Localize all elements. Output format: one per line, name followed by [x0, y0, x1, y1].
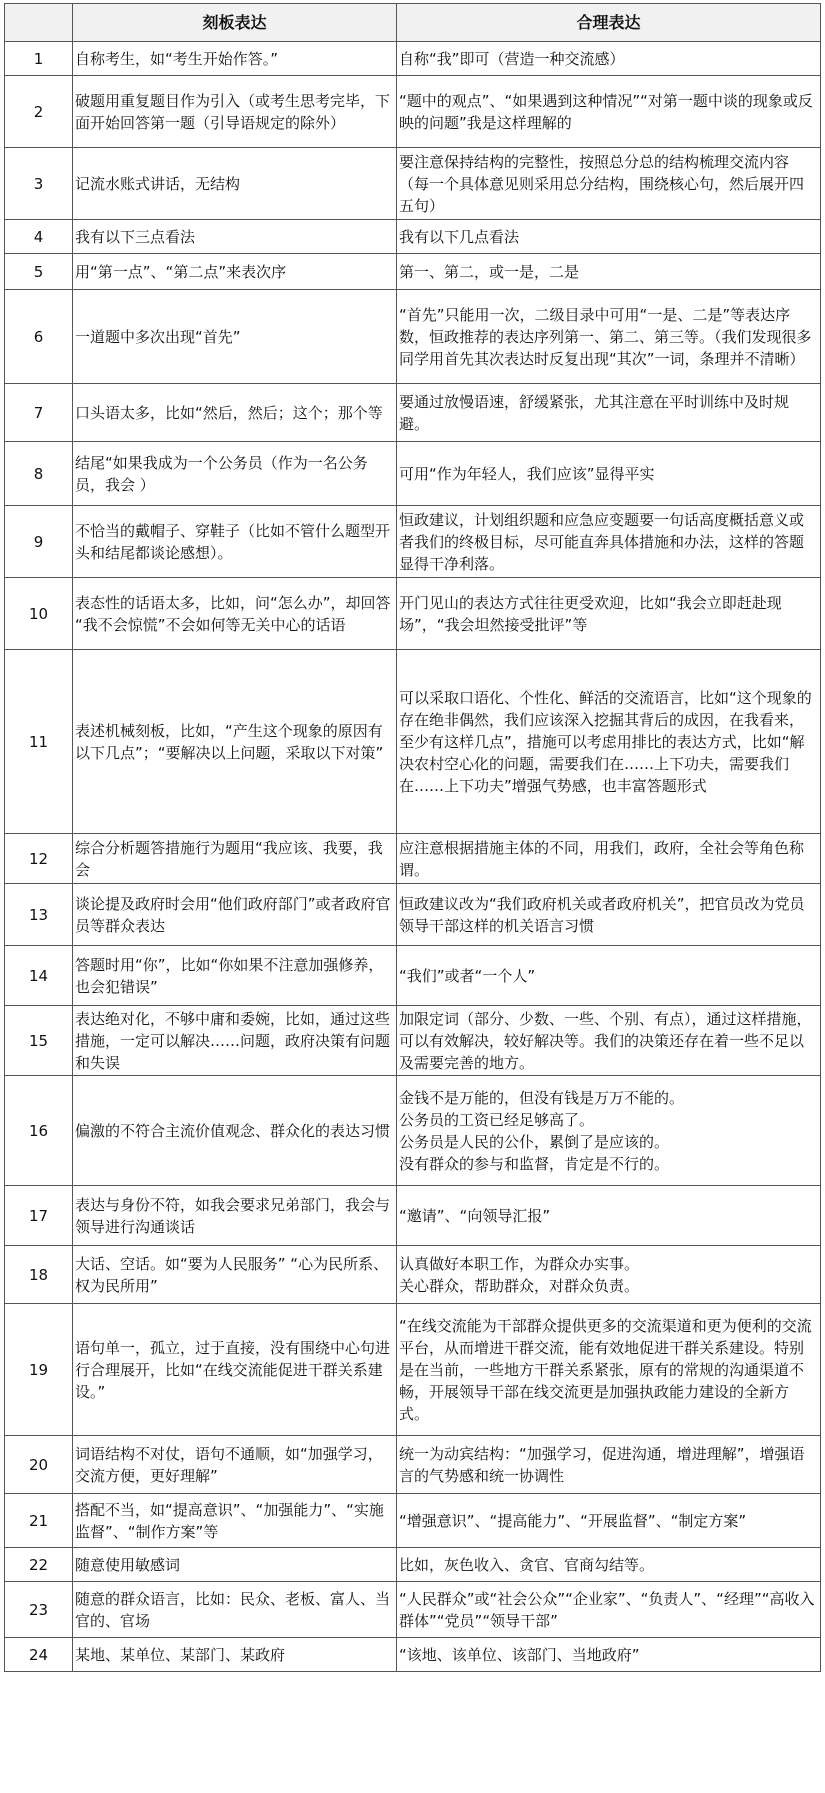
right-expression	[397, 1246, 821, 1304]
wrong-expression: 随意使用敏感词	[73, 1548, 397, 1582]
table-row	[5, 76, 821, 148]
wrong-expression: 搭配不当，如“提高意识”、“加强能力”、“实施监督”、“制作方案”等	[73, 1494, 397, 1548]
right-expression-line: 金钱不是万能的，但没有钱是万万不能的。	[399, 1088, 685, 1107]
row-number: 1	[5, 42, 73, 76]
table-row	[5, 1304, 821, 1436]
wrong-expression: 随意的群众语言，比如：民众、老板、富人、当官的、官场	[73, 1582, 397, 1638]
header-number	[5, 4, 73, 42]
right-expression: “人民群众”或“社会公众”“企业家”、“负责人”、“经理”“高收入群体”“党员”“领导干部”	[397, 1582, 821, 1638]
right-expression: 开门见山的表达方式往往更受欢迎，比如“我会立即赶赴现场”，“我会坦然接受批评”等	[397, 578, 821, 650]
wrong-expression: 谈论提及政府时会用“他们政府部门”或者政府官员等群众表达	[73, 884, 397, 946]
right-expression-line: 关心群众，帮助群众，对群众负责。	[399, 1276, 640, 1295]
right-expression: 恒政建议改为“我们政府机关或者政府机关”，把官员改为党员领导干部这样的机关语言习惯	[397, 884, 821, 946]
table-row	[5, 1186, 821, 1246]
table-row	[5, 834, 821, 884]
right-expression: “题中的观点”、“如果遇到这种情况”“对第一题中谈的现象或反映的问题”我是这样理解的	[397, 76, 821, 148]
wrong-expression: 表述机械刻板，比如，“产生这个现象的原因有以下几点”；“要解决以上问题，采取以下对策”	[73, 650, 397, 834]
right-expression: “该地、该单位、该部门、当地政府”	[397, 1638, 821, 1672]
right-expression-line: 没有群众的参与和监督，肯定是不行的。	[399, 1154, 670, 1173]
right-expression: 比如，灰色收入、贪官、官商勾结等。	[397, 1548, 821, 1582]
right-expression	[397, 1076, 821, 1186]
table-row	[5, 1006, 821, 1076]
right-expression: 恒政建议，计划组织题和应急应变题要一句话高度概括意义或者我们的终极目标，尽可能直奔具体措施和办法，这样的答题显得干净利落。	[397, 506, 821, 578]
row-number: 24	[5, 1638, 73, 1672]
right-expression: 第一、第二，或一是，二是	[397, 254, 821, 290]
right-expression-line: 公务员的工资已经足够高了。	[399, 1110, 595, 1129]
row-number: 12	[5, 834, 73, 884]
row-number: 15	[5, 1006, 73, 1076]
table-row	[5, 220, 821, 254]
row-number: 22	[5, 1548, 73, 1582]
row-number: 4	[5, 220, 73, 254]
wrong-expression: 大话、空话。如“要为人民服务” “心为民所系、权为民所用”	[73, 1246, 397, 1304]
right-expression: 要通过放慢语速，舒缓紧张，尤其注意在平时训练中及时规避。	[397, 384, 821, 442]
wrong-expression: 表态性的话语太多，比如，问“怎么办”，却回答 “我不会惊慌”不会如何等无关中心的话语	[73, 578, 397, 650]
wrong-expression: 词语结构不对仗，语句不通顺，如“加强学习，交流方便，更好理解”	[73, 1436, 397, 1494]
expression-table	[4, 3, 821, 1672]
row-number: 17	[5, 1186, 73, 1246]
table-row	[5, 1076, 821, 1186]
right-expression: “邀请”、“向领导汇报”	[397, 1186, 821, 1246]
row-number: 3	[5, 148, 73, 220]
right-expression-line: 认真做好本职工作，为群众办实事。	[399, 1254, 640, 1273]
row-number: 11	[5, 650, 73, 834]
wrong-expression: 破题用重复题目作为引入（或考生思考完毕，下面开始回答第一题（引导语规定的除外）	[73, 76, 397, 148]
row-number: 14	[5, 946, 73, 1006]
table-row	[5, 442, 821, 506]
wrong-expression: 某地、某单位、某部门、某政府	[73, 1638, 397, 1672]
row-number: 23	[5, 1582, 73, 1638]
table-row	[5, 1246, 821, 1304]
right-expression: “首先”只能用一次，二级目录中可用“一是、二是”等表达序数，恒政推荐的表达序列第一、第二、第三等。（我们发现很多同学用首先其次表达时反复出现“其次”一词，条理并不清晰）	[397, 290, 821, 384]
row-number: 5	[5, 254, 73, 290]
row-number: 7	[5, 384, 73, 442]
table-row	[5, 254, 821, 290]
row-number: 13	[5, 884, 73, 946]
right-expression: “我们”或者“一个人”	[397, 946, 821, 1006]
table-row	[5, 290, 821, 384]
table-row	[5, 650, 821, 834]
wrong-expression: 自称考生，如“考生开始作答。”	[73, 42, 397, 76]
right-expression: 要注意保持结构的完整性，按照总分总的结构梳理交流内容（每一个具体意见则采用总分结构，围绕核心句，然后展开四五句）	[397, 148, 821, 220]
wrong-expression: 偏激的不符合主流价值观念、群众化的表达习惯	[73, 1076, 397, 1186]
header-right-expression: 合理表达	[397, 4, 821, 42]
wrong-expression: 结尾“如果我成为一个公务员（作为一名公务员，我会 ）	[73, 442, 397, 506]
wrong-expression: 口头语太多，比如“然后，然后；这个；那个等	[73, 384, 397, 442]
table-row	[5, 884, 821, 946]
right-expression: “增强意识”、“提高能力”、“开展监督”、“制定方案”	[397, 1494, 821, 1548]
row-number: 16	[5, 1076, 73, 1186]
table-row	[5, 42, 821, 76]
table-row	[5, 946, 821, 1006]
wrong-expression: 答题时用“你”，比如“你如果不注意加强修养，也会犯错误”	[73, 946, 397, 1006]
right-expression: 自称“我”即可（营造一种交流感）	[397, 42, 821, 76]
row-number: 10	[5, 578, 73, 650]
table-row	[5, 1638, 821, 1672]
wrong-expression: 我有以下三点看法	[73, 220, 397, 254]
table-row	[5, 1582, 821, 1638]
row-number: 8	[5, 442, 73, 506]
right-expression: 可以采取口语化、个性化、鲜活的交流语言，比如“这个现象的存在绝非偶然，我们应该深入挖掘其背后的成因，在我看来，至少有这样几点”，措施可以考虑用排比的表达方式，比如“解决农村空心化的问题，需要我们在……上下功夫，需要我们在……上下功夫”增强气势感，也丰富答题形式	[397, 650, 821, 834]
wrong-expression: 记流水账式讲话，无结构	[73, 148, 397, 220]
row-number: 6	[5, 290, 73, 384]
row-number: 9	[5, 506, 73, 578]
table-row	[5, 1548, 821, 1582]
wrong-expression: 一道题中多次出现“首先”	[73, 290, 397, 384]
wrong-expression: 不恰当的戴帽子、穿鞋子（比如不管什么题型开头和结尾都谈论感想）。	[73, 506, 397, 578]
right-expression: 应注意根据措施主体的不同，用我们，政府，全社会等角色称谓。	[397, 834, 821, 884]
row-number: 2	[5, 76, 73, 148]
table-row	[5, 506, 821, 578]
right-expression: 加限定词（部分、少数、一些、个别、有点），通过这样措施，可以有效解决，较好解决等。我们的决策还存在着一些不足以及需要完善的地方。	[397, 1006, 821, 1076]
table-row	[5, 1436, 821, 1494]
row-number: 20	[5, 1436, 73, 1494]
wrong-expression: 综合分析题答措施行为题用“我应该、我要，我会	[73, 834, 397, 884]
table-row	[5, 384, 821, 442]
right-expression: 我有以下几点看法	[397, 220, 821, 254]
right-expression-line: 公务员是人民的公仆，累倒了是应该的。	[399, 1132, 670, 1151]
row-number: 21	[5, 1494, 73, 1548]
row-number: 18	[5, 1246, 73, 1304]
wrong-expression: 用“第一点”、“第二点”来表次序	[73, 254, 397, 290]
row-number: 19	[5, 1304, 73, 1436]
table-row	[5, 578, 821, 650]
table-row	[5, 1494, 821, 1548]
header-wrong-expression: 刻板表达	[73, 4, 397, 42]
wrong-expression: 语句单一，孤立，过于直接，没有围绕中心句进行合理展开，比如“在线交流能促进干群关系建设。”	[73, 1304, 397, 1436]
wrong-expression: 表达与身份不符，如我会要求兄弟部门，我会与领导进行沟通谈话	[73, 1186, 397, 1246]
table-row	[5, 148, 821, 220]
wrong-expression: 表达绝对化，不够中庸和委婉，比如，通过这些措施，一定可以解决……问题，政府决策有问题和失误	[73, 1006, 397, 1076]
right-expression: “在线交流能为干部群众提供更多的交流渠道和更为便利的交流平台，从而增进干群交流，能有效地促进干群关系建设。特别是在当前，一些地方干群关系紧张，原有的常规的沟通渠道不畅，开展领导干部在线交流更是加强执政能力建设的全新方式。	[397, 1304, 821, 1436]
right-expression: 统一为动宾结构：“加强学习，促进沟通，增进理解”，增强语言的气势感和统一协调性	[397, 1436, 821, 1494]
right-expression: 可用“作为年轻人，我们应该”显得平实	[397, 442, 821, 506]
table-header-row	[5, 4, 821, 42]
